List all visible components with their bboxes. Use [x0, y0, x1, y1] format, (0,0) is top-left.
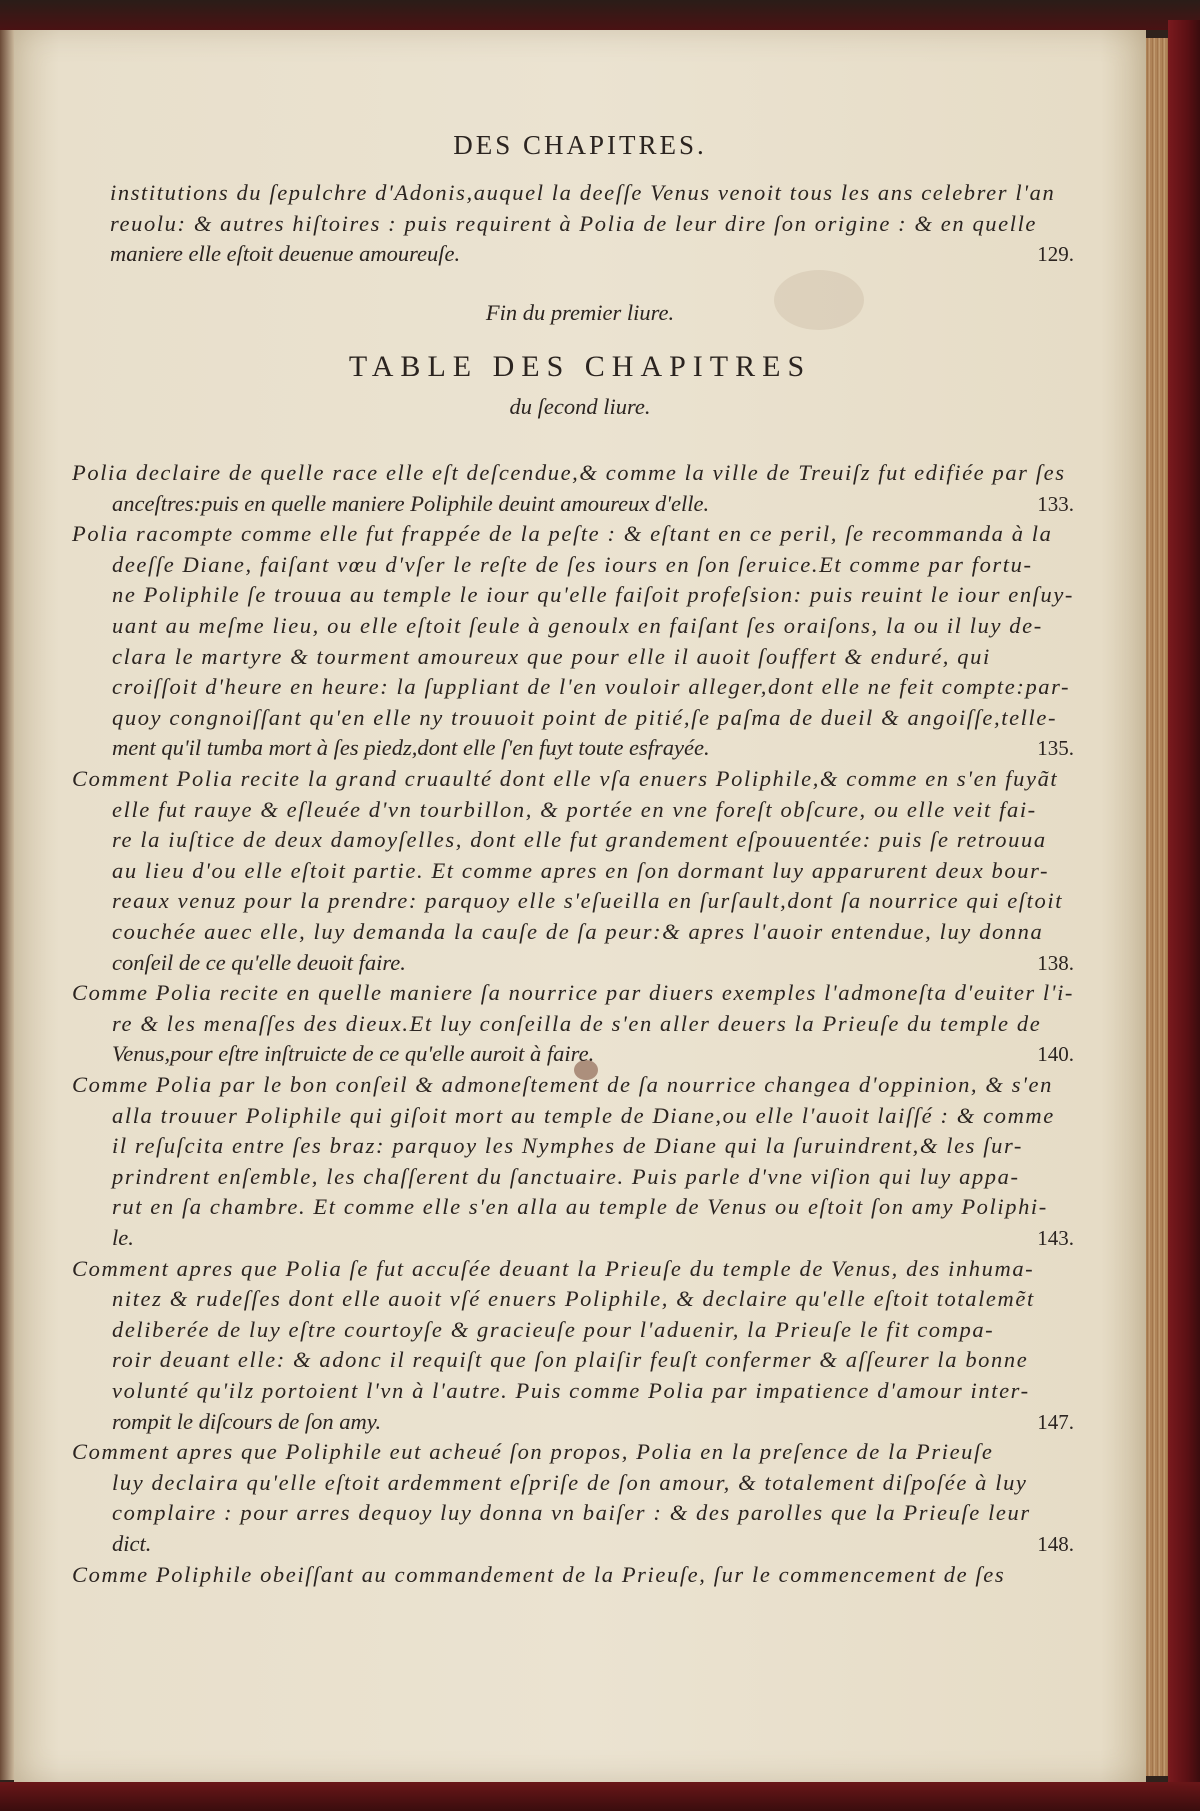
book-page: [14, 30, 1146, 1782]
page-number: 129.: [1037, 242, 1074, 267]
facing-page-edge: [0, 30, 14, 1780]
chapter-line: au lieu d'ou elle eſtoit partie. Et comme apres en ſon dormant luy apparurent deux bour-: [112, 857, 1050, 883]
chapter-line: alla trouuer Poliphile qui giſoit mort au temple de Diane,ou elle l'auoit laiſſé : & comme: [112, 1102, 1055, 1128]
chapter-line: prindrent enſemble, les chaſſerent du ſanctuaire. Puis parle d'vne viſion qui luy appa-: [112, 1163, 1020, 1189]
page-number: 143.: [1037, 1226, 1074, 1250]
cover-right-edge: [1168, 20, 1200, 1795]
chapter-line: deliberée de luy eſtre courtoyſe & gracieuſe pour l'aduenir, la Prieuſe le fit compa-: [112, 1316, 995, 1342]
chapter-line: anceſtres:puis en quelle maniere Poliphile deuint amoureux d'elle.: [112, 490, 710, 516]
page-number: 138.: [1037, 950, 1074, 975]
page-number: 133.: [1037, 491, 1074, 516]
intro-line: institutions du ſepulchre d'Adonis,auquel la deeſſe Venus venoit tous les ans celebrer l'an: [110, 180, 1056, 205]
chapter-line: Comme Polia par le bon conſeil & admoneſtement de ſa nourrice changea d'oppinion, & s'en: [72, 1072, 1053, 1097]
chapter-line: re la iuſtice de deux damoyſelles, dont elle fut grandement eſpouuentée: puis ſe retrouua: [112, 827, 1047, 853]
chapter-line: luy declaira qu'elle eſtoit ardemment eſpriſe de ſon amour, & totalement diſpoſée à luy: [112, 1469, 1028, 1495]
chapter-line: rut en ſa chambre. Et comme elle s'en alla au temple de Venus ou eſtoit ſon amy Poliphi-: [112, 1194, 1048, 1220]
chapter-line: Comme Poliphile obeiſſant au commandement de la Prieuſe, ſur le commencement de ſes: [72, 1561, 1006, 1587]
running-head: DES CHAPITRES.: [453, 130, 707, 160]
chapter-line: il reſuſcita entre ſes braz: parquoy les Nymphes de Diane qui la ſuruindrent,& les ſur-: [112, 1133, 1023, 1159]
chapter-line: Polia racompte comme elle fut frappée de la peſte : & eſtant en ce peril, ſe recommanda à la: [72, 521, 1053, 547]
chapter-line: re & les menaſſes des dieux.Et luy conſeilla de s'en aller deuers la Prieuſe du temple de: [112, 1010, 1042, 1036]
chapter-line: Comment apres que Poliphile eut acheué ſon propos, Polia en la preſence de la Prieuſe: [72, 1439, 994, 1465]
chapter-line: nitez & rudeſſes dont elle auoit vſé enuers Poliphile, & declaire qu'elle eſtoit totalemẽt: [112, 1286, 1035, 1312]
chapter-line: Comment apres que Polia ſe fut accuſée deuant la Prieuſe du temple de Venus, des inhuma-: [72, 1255, 1035, 1281]
cover-bottom-edge: [0, 1782, 1200, 1811]
chapter-line: ment qu'il tumba mort à ſes piedz,dont elle ſ'en fuyt toute esfrayée.: [112, 735, 710, 761]
intro-line: maniere elle eſtoit deuenue amoureuſe.: [110, 241, 461, 267]
chapter-line: le.: [112, 1225, 134, 1250]
page-block-edge: [1146, 38, 1168, 1776]
chapter-line: ne Poliphile ſe trouua au temple le iour qu'elle faiſoit profeſsion: puis reuint le iour enſuy-: [112, 582, 1074, 608]
intro-line: reuolu: & autres hiſtoires : puis requirent à Polia de leur dire ſon origine : & en quelle: [110, 210, 1038, 236]
chapter-line: deeſſe Diane, faiſant vœu d'vſer le reſte de ſes iours en ſon ſeruice.Et comme par fortu-: [112, 551, 1033, 577]
chapter-line: Polia declaire de quelle race elle eſt deſcendue,& comme la ville de Treuiſz fut edifiée par ſes: [72, 460, 1066, 485]
chapter-line: complaire : pour arres dequoy luy donna vn baiſer : & des parolles que la Prieuſe leur: [112, 1500, 1031, 1526]
page-number: 140.: [1037, 1042, 1074, 1067]
chapter-line: dict.: [112, 1531, 152, 1556]
chapter-line: croiſſoit d'heure en heure: la ſuppliant de l'en vouloir alleger,dont elle ne feit compte:par-: [112, 674, 1071, 700]
chapter-line: quoy congnoiſſant qu'en elle ny trouuoit point de pitié,ſe paſma de dueil & angoiſſe,telle-: [112, 704, 1058, 730]
page-number: 147.: [1037, 1409, 1074, 1434]
chapter-line: couchée auec elle, luy demanda la cauſe de ſa peur:& apres l'auoir entendue, luy donna: [112, 919, 1044, 944]
chapter-line: rompit le diſcours de ſon amy.: [112, 1408, 382, 1434]
end-first-book: Fin du premier liure.: [485, 300, 675, 325]
page-number: 148.: [1037, 1532, 1074, 1556]
chapter-line: elle fut rauye & eſleuée d'vn tourbillon, & portée en vne foreſt obſcure, ou elle veit fai-: [112, 796, 1037, 822]
chapter-line: Venus,pour eſtre inſtruicte de ce qu'elle auroit à faire.: [112, 1041, 595, 1067]
cover-top-edge: [0, 0, 1200, 30]
page-text: [14, 30, 1146, 1782]
chapter-line: Comme Polia recite en quelle maniere ſa nourrice par diuers exemples l'admoneſta d'euiter l'i-: [72, 980, 1074, 1006]
table-subtitle: du ſecond liure.: [509, 394, 651, 419]
chapter-line: reaux venuz pour la prendre: parquoy elle s'eſueilla en ſurſault,dont ſa nourrice qui eſtoit: [112, 888, 1064, 914]
chapter-line: volunté qu'ilz portoient l'vn à l'autre. Puis comme Polia par impatience d'amour inter-: [112, 1378, 1030, 1403]
chapter-line: roir deuant elle: & adonc il requiſt que ſon plaiſir feuſt confermer & aſſeurer la bonne: [112, 1347, 1029, 1373]
table-title: TABLE DES CHAPITRES: [348, 350, 812, 383]
chapter-line: Comment Polia recite la grand cruaulté dont elle vſa enuers Poliphile,& comme en s'en fuyãt: [72, 766, 1059, 791]
chapter-line: uant au meſme lieu, ou elle eſtoit ſeule à genoulx en faiſant ſes oraiſons, la ou il luy de-: [112, 613, 1043, 638]
chapter-line: conſeil de ce qu'elle deuoit faire.: [112, 949, 406, 975]
page-number: 135.: [1037, 736, 1074, 761]
chapter-line: clara le martyre & tourment amoureux que pour elle il auoit ſouffert & enduré, qui: [112, 643, 991, 669]
